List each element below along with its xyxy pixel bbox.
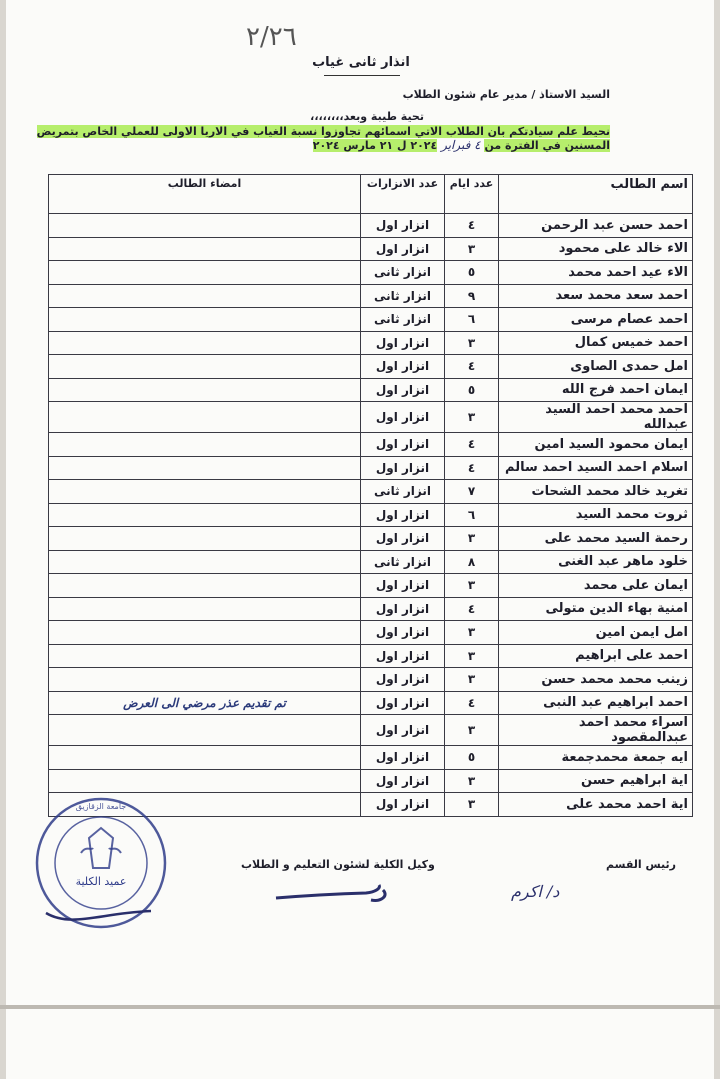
table-row bbox=[49, 621, 693, 645]
document-title: انذار ثانى غياب bbox=[312, 55, 410, 70]
student-name: احمد محمد احمد السيد عبدالله bbox=[499, 402, 693, 433]
table-header-row bbox=[49, 175, 693, 214]
table-row bbox=[49, 308, 693, 332]
warning-level: انزار اول bbox=[361, 237, 445, 261]
student-signature bbox=[49, 503, 361, 527]
warning-level: انزار اول bbox=[361, 402, 445, 433]
warning-level: انزار اول bbox=[361, 746, 445, 770]
warning-level: انزار اول bbox=[361, 769, 445, 793]
warning-level: انزار ثانى bbox=[361, 284, 445, 308]
student-name: ايمان على محمد bbox=[499, 574, 693, 598]
student-name: ايه جمعة محمدجمعة bbox=[499, 746, 693, 770]
student-name: اية ابراهيم حسن bbox=[499, 769, 693, 793]
seal-text: عميد الكلية bbox=[75, 875, 127, 888]
table-row bbox=[49, 574, 693, 598]
absence-days: ٣ bbox=[445, 574, 499, 598]
page-edge bbox=[0, 1005, 720, 1009]
period-prefix: المسنين في الفترة من bbox=[484, 139, 610, 152]
vice-dean-signature bbox=[271, 880, 401, 910]
student-name: احمد حسن عبد الرحمن bbox=[499, 214, 693, 238]
student-name: احمد خميس كمال bbox=[499, 331, 693, 355]
header-signature: امضاء الطالب bbox=[49, 175, 361, 214]
student-signature bbox=[49, 480, 361, 504]
table-row bbox=[49, 644, 693, 668]
table-row bbox=[49, 550, 693, 574]
table-row bbox=[49, 355, 693, 379]
absence-days: ٤ bbox=[445, 691, 499, 715]
absence-days: ٣ bbox=[445, 527, 499, 551]
table-row bbox=[49, 237, 693, 261]
table-row bbox=[49, 503, 693, 527]
warning-level: انزار ثانى bbox=[361, 550, 445, 574]
student-signature bbox=[49, 668, 361, 692]
absence-days: ٣ bbox=[445, 715, 499, 746]
student-name: احمد عصام مرسى bbox=[499, 308, 693, 332]
warning-level: انزار ثانى bbox=[361, 308, 445, 332]
absence-days: ٤ bbox=[445, 433, 499, 457]
addressee-line: السيد الاستاذ / مدير عام شئون الطلاب bbox=[402, 88, 610, 101]
student-signature bbox=[49, 597, 361, 621]
student-signature bbox=[49, 308, 361, 332]
student-signature bbox=[49, 261, 361, 285]
student-signature bbox=[49, 378, 361, 402]
absence-days: ٩ bbox=[445, 284, 499, 308]
student-signature bbox=[49, 574, 361, 598]
table-row bbox=[49, 284, 693, 308]
absence-days: ٧ bbox=[445, 480, 499, 504]
student-name: اية احمد محمد على bbox=[499, 793, 693, 817]
student-signature bbox=[49, 715, 361, 746]
warning-level: انزار اول bbox=[361, 715, 445, 746]
table-row bbox=[49, 378, 693, 402]
table-row bbox=[49, 456, 693, 480]
period-suffix: ٢٠٢٤ ل ٢١ مارس ٢٠٢٤ bbox=[312, 139, 438, 152]
student-signature bbox=[49, 284, 361, 308]
absence-days: ٣ bbox=[445, 644, 499, 668]
student-name: امل ايمن امين bbox=[499, 621, 693, 645]
absence-days: ٣ bbox=[445, 668, 499, 692]
absence-days: ٤ bbox=[445, 456, 499, 480]
student-name: رحمة السيد محمد على bbox=[499, 527, 693, 551]
warning-level: انزار اول bbox=[361, 597, 445, 621]
table-row bbox=[49, 746, 693, 770]
warning-level: انزار اول bbox=[361, 355, 445, 379]
period-handwritten: ٤ فبراير bbox=[441, 138, 481, 152]
table-row bbox=[49, 715, 693, 746]
student-name: امل حمدى الصاوى bbox=[499, 355, 693, 379]
head-signature: د/ اكرم bbox=[511, 882, 560, 901]
student-name: احمد ابراهيم عبد النبى bbox=[499, 691, 693, 715]
student-signature bbox=[49, 769, 361, 793]
header-warnings: عدد الانزارات bbox=[361, 175, 445, 214]
student-signature bbox=[49, 355, 361, 379]
warning-level: انزار اول bbox=[361, 644, 445, 668]
table-row bbox=[49, 480, 693, 504]
student-name: احمد على ابراهيم bbox=[499, 644, 693, 668]
student-signature bbox=[49, 402, 361, 433]
absence-days: ٤ bbox=[445, 355, 499, 379]
table-row bbox=[49, 433, 693, 457]
student-signature bbox=[49, 746, 361, 770]
intro-text: نحيط علم سيادتكم بان الطلاب الاتي اسمائهم تجاوزوا نسبة الغياب في الاريا الاولى للعملي الخاص بتمريض bbox=[36, 125, 610, 138]
absence-days: ٣ bbox=[445, 793, 499, 817]
seal-ring-text: جامعة الزقازيق bbox=[75, 802, 127, 811]
absence-days: ٨ bbox=[445, 550, 499, 574]
warning-level: انزار اول bbox=[361, 793, 445, 817]
header-name: اسم الطالب bbox=[499, 175, 693, 214]
warning-level: انزار اول bbox=[361, 214, 445, 238]
attendance-table bbox=[48, 174, 693, 817]
warning-level: انزار اول bbox=[361, 621, 445, 645]
student-signature: تم تقديم عذر مرضي الى العرض bbox=[49, 691, 361, 715]
absence-days: ٥ bbox=[445, 746, 499, 770]
warning-level: انزار اول bbox=[361, 378, 445, 402]
period-line bbox=[313, 138, 610, 152]
absence-days: ٣ bbox=[445, 237, 499, 261]
student-signature bbox=[49, 456, 361, 480]
student-signature bbox=[49, 237, 361, 261]
head-label: رئيس القسم bbox=[606, 858, 676, 871]
warning-level: انزار اول bbox=[361, 668, 445, 692]
title-underline bbox=[324, 75, 400, 76]
absence-days: ٦ bbox=[445, 308, 499, 332]
student-name: ايمان احمد فرج الله bbox=[499, 378, 693, 402]
student-name: احمد سعد محمد سعد bbox=[499, 284, 693, 308]
intro-line bbox=[37, 125, 610, 138]
table-row bbox=[49, 214, 693, 238]
page-number: ٢/٢٦ bbox=[246, 22, 297, 52]
student-name: خلود ماهر عبد الغنى bbox=[499, 550, 693, 574]
warning-level: انزار اول bbox=[361, 691, 445, 715]
warning-level: انزار اول bbox=[361, 574, 445, 598]
warning-level: انزار ثانى bbox=[361, 480, 445, 504]
absence-days: ٤ bbox=[445, 597, 499, 621]
student-name: ايمان محمود السيد امين bbox=[499, 433, 693, 457]
student-signature bbox=[49, 621, 361, 645]
student-name: امنية بهاء الدين متولى bbox=[499, 597, 693, 621]
student-signature bbox=[49, 433, 361, 457]
table-row bbox=[49, 769, 693, 793]
table-row bbox=[49, 261, 693, 285]
absence-days: ٦ bbox=[445, 503, 499, 527]
table-row bbox=[49, 691, 693, 715]
absence-days: ٣ bbox=[445, 769, 499, 793]
student-name: اسراء محمد احمد عبدالمقصود bbox=[499, 715, 693, 746]
student-signature bbox=[49, 644, 361, 668]
student-name: الاء عيد احمد محمد bbox=[499, 261, 693, 285]
absence-days: ٥ bbox=[445, 378, 499, 402]
student-name: اسلام احمد السيد احمد سالم bbox=[499, 456, 693, 480]
warning-level: انزار اول bbox=[361, 527, 445, 551]
warning-level: انزار اول bbox=[361, 331, 445, 355]
student-signature bbox=[49, 527, 361, 551]
greeting-line: تحية طيبة وبعد،،،،،،،، bbox=[310, 110, 424, 123]
absence-days: ٣ bbox=[445, 402, 499, 433]
absence-days: ٥ bbox=[445, 261, 499, 285]
student-signature bbox=[49, 550, 361, 574]
student-signature bbox=[49, 214, 361, 238]
student-signature bbox=[49, 331, 361, 355]
student-name: تغريد خالد محمد الشحات bbox=[499, 480, 693, 504]
table-row bbox=[49, 527, 693, 551]
header-days: عدد ايام bbox=[445, 175, 499, 214]
absence-days: ٣ bbox=[445, 621, 499, 645]
warning-level: انزار ثانى bbox=[361, 261, 445, 285]
table-row bbox=[49, 331, 693, 355]
college-seal bbox=[31, 793, 171, 933]
warning-level: انزار اول bbox=[361, 433, 445, 457]
student-name: الاء خالد على محمود bbox=[499, 237, 693, 261]
warning-level: انزار اول bbox=[361, 503, 445, 527]
table-row bbox=[49, 668, 693, 692]
document-page bbox=[6, 0, 714, 1079]
student-name: زينب محمد محمد حسن bbox=[499, 668, 693, 692]
absence-days: ٣ bbox=[445, 331, 499, 355]
table-row bbox=[49, 402, 693, 433]
warning-level: انزار اول bbox=[361, 456, 445, 480]
table-row bbox=[49, 597, 693, 621]
vice-dean-label: وكيل الكلية لشئون التعليم و الطلاب bbox=[241, 858, 435, 871]
absence-days: ٤ bbox=[445, 214, 499, 238]
student-name: ثروت محمد السيد bbox=[499, 503, 693, 527]
